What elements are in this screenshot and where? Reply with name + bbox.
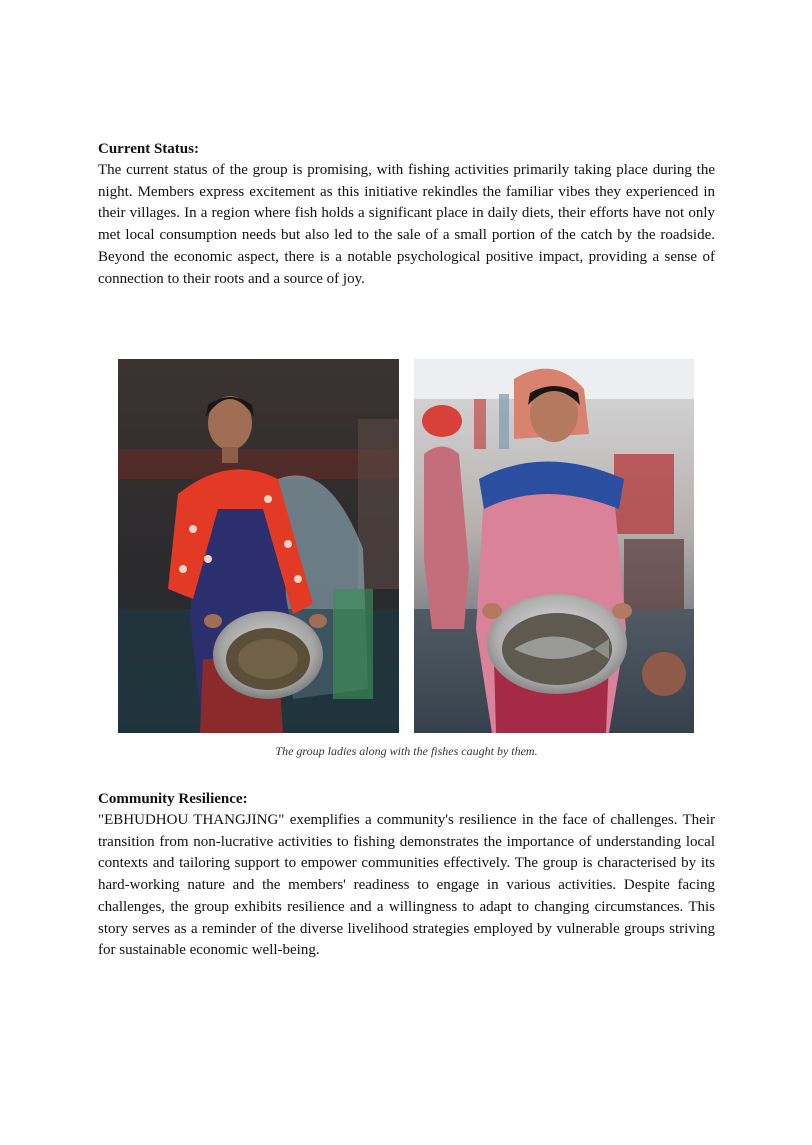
section-text-community-resilience: "EBHUDHOU THANGJING" exemplifies a community's resilience in the face of challenges. Their transition from non-lucrative activities to fishing demonstrates the importance of understanding local contexts and tailoring support to empower communities effectively. The group is characterised by its hard-working nature and the members' readiness to engage in various activities. Despite facing challenges, the group exhibits resilience and a willingness to adapt to changing circumstances. This story serves as a reminder of the diverse livelihood strategies employed by vulnerable groups striving for sustainable economic well-being.	[98, 812, 715, 959]
figure-caption: The group ladies along with the fishes caught by them.	[275, 744, 538, 758]
section-heading-community-resilience: Community Resilience:	[98, 791, 248, 807]
photo-woman-red-shawl	[118, 359, 399, 733]
section-heading-current-status: Current Status:	[98, 141, 199, 157]
photo-woman-pink-jacket	[414, 359, 694, 733]
section-text-current-status: The current status of the group is promising, with fishing activities primarily taking place during the night. Members express excitement as this initiative rekindles the familiar vibes they experienced in their villages. In a region where fish holds a significant place in daily diets, their efforts have not only met local consumption needs but also led to the sale of a small portion of the catch by the roadside. Beyond the economic aspect, there is a notable psychological positive impact, providing a sense of connection to their roots and a source of joy.	[98, 162, 715, 287]
